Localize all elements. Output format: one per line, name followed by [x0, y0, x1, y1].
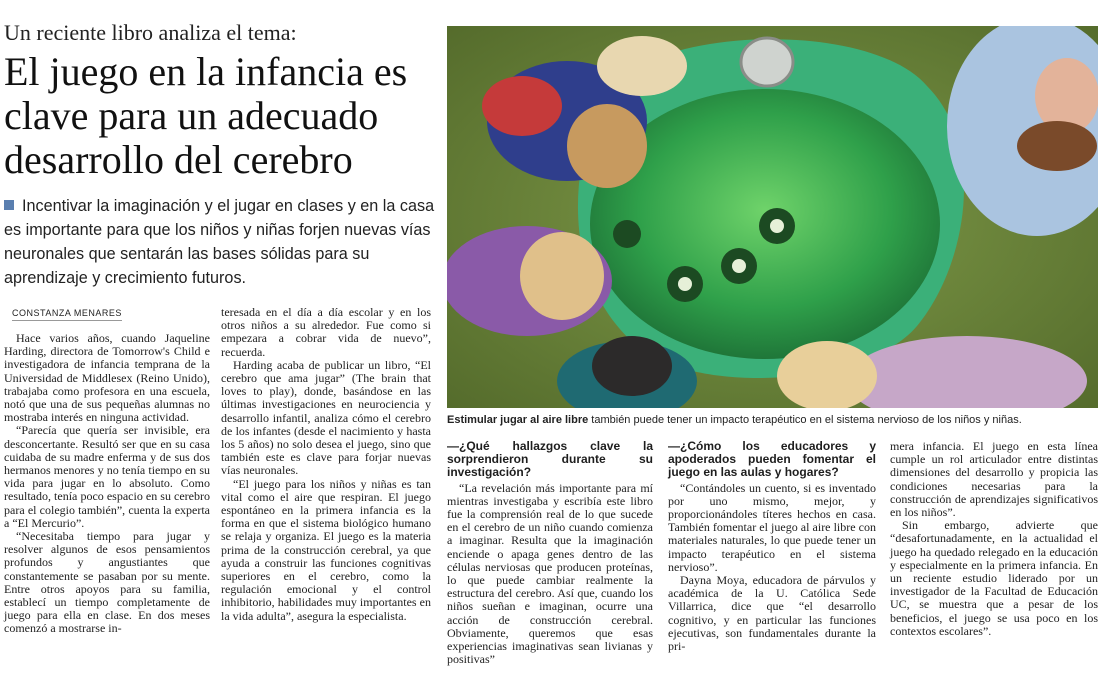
- paragraph: “Contándoles un cuento, si es inventado por uno mismo, mejor, y proporcionándoles títeres hechos en casa. También fomentar el juego al aire libre con materiales naturales, lo que puede tener un impacto terapéutico en el sistema nervioso”.: [668, 480, 876, 574]
- photo-caption: [447, 414, 1098, 426]
- paragraph: Hace varios años, cuando Jaqueline Harding, directora de Tomorrow's Child e investigadora de infancia temprana de la Universidad de Middlesex (Reino Unido), trabajaba como profesora en una escuela, notó que una de sus pequeñas alumnas no mostraba interés en ninguna actividad.: [4, 331, 210, 425]
- paragraph: “El juego para los niños y niñas es tan vital como el aire que respiran. El juego espontáneo en la primera infancia es la forma en que el sistema biológico humano se relaja y organiza. El juego es la materia prima de la construcción cerebral, ya que ayuda a construir las funciones cognitivas superiores en el cerebro, como la regulación emocional y el control inhibitorio, habilidades muy importantes en la vida adulta”, asegura la especialista.: [221, 476, 431, 623]
- question-heading: —¿Cómo los educadores y apoderados pueden fomentar el juego en las aulas y hogares?: [668, 439, 876, 480]
- caption-text: también puede tener un impacto terapéutico en el sistema nervioso de los niños y niñas.: [588, 414, 1022, 426]
- headline: El juego en la infancia es clave para un adecuado desarrollo del cerebro: [4, 49, 408, 182]
- column-2: [221, 306, 431, 623]
- paragraph: “Necesitaba tiempo para jugar y resolver algunos de esos pensamientos profundos y angustiantes que constantemente se pasaban por su mente. Entre otros apoyos para su familia, establecí un tiempo completamente de juego para ella en clase. En dos meses comenzó a mostrarse in-: [4, 529, 210, 636]
- column-1: [4, 332, 210, 636]
- lead-paragraph: [4, 194, 436, 290]
- caption-bold: Estimular jugar al aire libre: [447, 414, 589, 426]
- paragraph: Sin embargo, advierte que “desafortunadamente, en la actualidad el juego ha quedado relegado en la educación y especialmente en la primera infancia. En un reciente estudio liderado por un investigador de la Facultad de Educación UC, se muestra que a pesar de los beneficios, el juego se usa poco en los contextos escolares”.: [890, 518, 1098, 638]
- paragraph: mera infancia. El juego en esta línea cumple un rol articulador entre distintas dimensiones del desarrollo y propicia las condiciones necesarias para la construcción de aprendizajes significativos en los niños”.: [890, 439, 1098, 520]
- paragraph: “La revelación más importante para mí mientras investigaba y escribía este libro fue la comprensión real de lo que sucede en el cerebro de un niño cuando comienza a imaginar. Resulta que la imaginación enciende o apaga genes dentro de las células nerviosas que producen proteínas, lo que puede cambiar realmente la estructura del cerebro. Así que, cuando los niños sueñan e imaginan, ocurre una acción de construcción cerebral. Obviamente, queremos que esas experiencias imaginativas sean livianas y positivas”: [447, 480, 653, 667]
- column-5: [890, 440, 1098, 638]
- photo: [447, 26, 1098, 408]
- question-heading: —¿Qué hallazgos clave la sorprendieron durante su investigación?: [447, 439, 653, 480]
- square-bullet-icon: [4, 200, 14, 210]
- paragraph: “Parecía que quería ser invisible, era desconcertante. Resultó ser que en su casa cuidaba de su madre enferma y de sus dos hermanos menores y no tenía tiempo en su vida para jugar en lo absoluto. Como resultado, tenía poco espacio en su cerebro para el colegio también”, cuenta la experta a “El Mercurio”.: [4, 423, 210, 530]
- lead-text: Incentivar la imaginación y el jugar en clases y en la casa es importante para que los niños y niñas forjen nuevas vías neuronales que sentarán las bases sólidas para su aprendizaje y crecimiento futuros.: [4, 197, 435, 287]
- kicker: Un reciente libro analiza el tema:: [4, 20, 297, 45]
- column-4: [668, 440, 876, 653]
- column-3: [447, 440, 653, 666]
- paragraph: Dayna Moya, educadora de párvulos y académica de la U. Católica Sede Villarrica, dice que “el desarrollo cognitivo, y en particular las funciones ejecutivas, son fundamentales durante la pri-: [668, 573, 876, 654]
- children-playing-photo: [447, 26, 1098, 408]
- paragraph: teresada en el día a día escolar y en los otros niños a su alrededor. Fue como si empezara a cobrar vida de nuevo”, recuerda.: [221, 305, 431, 359]
- byline: CONSTANZA MENARES: [12, 308, 122, 321]
- paragraph: Harding acaba de publicar un libro, “El cerebro que ama jugar” (The brain that loves to play), donde, basándose en las últimas investigaciones en neurociencia y desarrollo infantil, analiza cómo el cerebro de los infantes (desde el nacimiento y hasta los 5 años) no solo desea el juego, sino que también este es clave para forjar nuevas vías neuronales.: [221, 357, 431, 478]
